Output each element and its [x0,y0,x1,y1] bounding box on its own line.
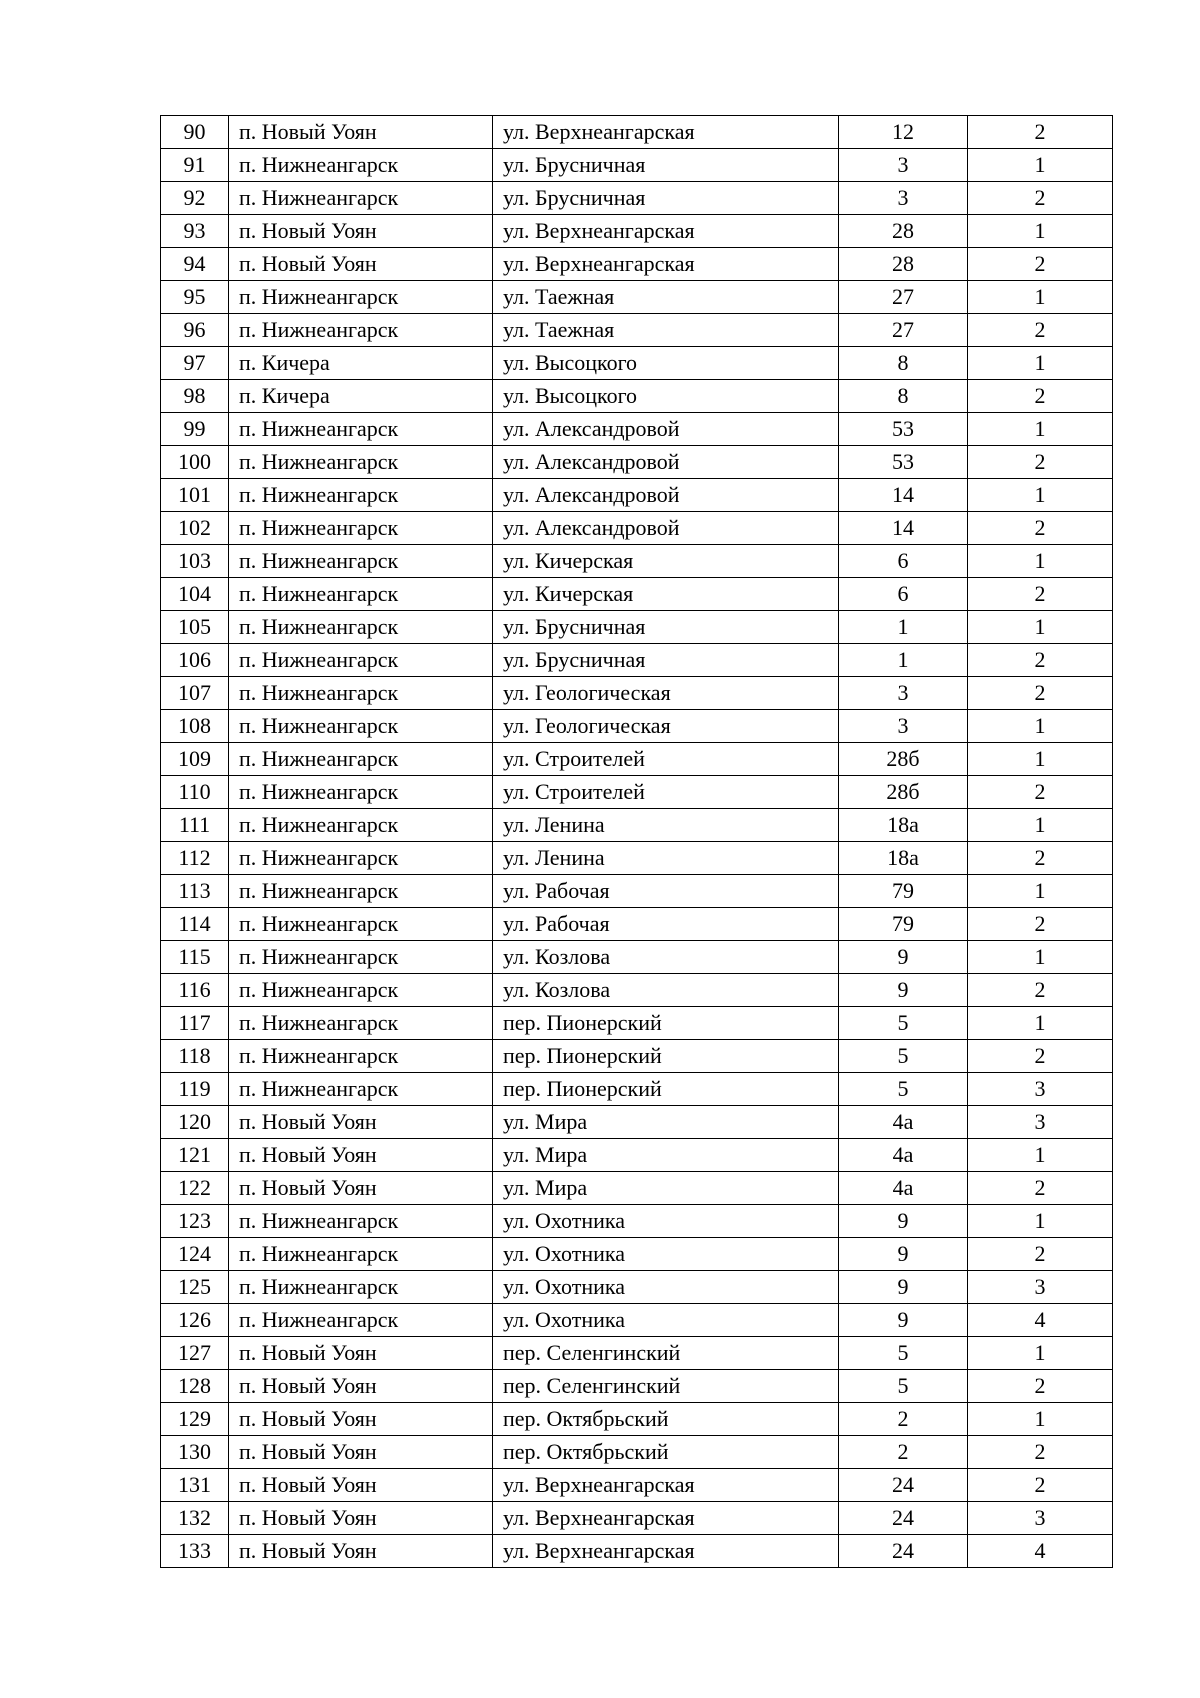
row-number-cell: 132 [161,1502,229,1535]
settlement-cell: п. Нижнеангарск [229,743,493,776]
settlement-cell: п. Новый Уоян [229,215,493,248]
unit-number-cell: 1 [968,215,1113,248]
table-row [161,545,1113,578]
street-cell: ул. Высоцкого [493,347,839,380]
settlement-cell: п. Новый Уоян [229,1172,493,1205]
unit-number-cell: 2 [968,1172,1113,1205]
street-cell: ул. Брусничная [493,644,839,677]
table-row [161,182,1113,215]
house-number-cell: 8 [839,380,968,413]
street-cell: ул. Охотника [493,1238,839,1271]
street-cell: ул. Верхнеангарская [493,1469,839,1502]
settlement-cell: п. Нижнеангарск [229,710,493,743]
street-cell: ул. Таежная [493,281,839,314]
settlement-cell: п. Нижнеангарск [229,578,493,611]
house-number-cell: 4а [839,1139,968,1172]
street-cell: пер. Пионерский [493,1007,839,1040]
street-cell: ул. Александровой [493,479,839,512]
settlement-cell: п. Нижнеангарск [229,182,493,215]
settlement-cell: п. Новый Уоян [229,1370,493,1403]
settlement-cell: п. Нижнеангарск [229,611,493,644]
street-cell: ул. Рабочая [493,908,839,941]
unit-number-cell: 1 [968,611,1113,644]
house-number-cell: 24 [839,1469,968,1502]
street-cell: ул. Козлова [493,974,839,1007]
table-row [161,578,1113,611]
settlement-cell: п. Нижнеангарск [229,1040,493,1073]
street-cell: ул. Геологическая [493,710,839,743]
street-cell: ул. Верхнеангарская [493,215,839,248]
settlement-cell: п. Нижнеангарск [229,1238,493,1271]
unit-number-cell: 1 [968,413,1113,446]
row-number-cell: 90 [161,116,229,149]
street-cell: ул. Брусничная [493,611,839,644]
table-row [161,1073,1113,1106]
row-number-cell: 103 [161,545,229,578]
table-row [161,1238,1113,1271]
house-number-cell: 24 [839,1535,968,1568]
unit-number-cell: 2 [968,842,1113,875]
house-number-cell: 5 [839,1337,968,1370]
row-number-cell: 116 [161,974,229,1007]
street-cell: ул. Охотника [493,1304,839,1337]
table-row [161,215,1113,248]
street-cell: ул. Охотника [493,1205,839,1238]
row-number-cell: 97 [161,347,229,380]
unit-number-cell: 1 [968,1205,1113,1238]
house-number-cell: 9 [839,1271,968,1304]
unit-number-cell: 2 [968,1040,1113,1073]
settlement-cell: п. Нижнеангарск [229,479,493,512]
table-row [161,743,1113,776]
row-number-cell: 102 [161,512,229,545]
settlement-cell: п. Нижнеангарск [229,1007,493,1040]
row-number-cell: 121 [161,1139,229,1172]
street-cell: ул. Охотника [493,1271,839,1304]
settlement-cell: п. Новый Уоян [229,1436,493,1469]
unit-number-cell: 2 [968,182,1113,215]
street-cell: ул. Таежная [493,314,839,347]
street-cell: ул. Мира [493,1172,839,1205]
table-row [161,347,1113,380]
street-cell: пер. Селенгинский [493,1370,839,1403]
house-number-cell: 12 [839,116,968,149]
street-cell: ул. Высоцкого [493,380,839,413]
unit-number-cell: 3 [968,1502,1113,1535]
table-row [161,1271,1113,1304]
row-number-cell: 130 [161,1436,229,1469]
row-number-cell: 96 [161,314,229,347]
address-table [160,115,1113,1568]
row-number-cell: 91 [161,149,229,182]
table-row [161,314,1113,347]
settlement-cell: п. Кичера [229,347,493,380]
settlement-cell: п. Нижнеангарск [229,842,493,875]
street-cell: пер. Пионерский [493,1040,839,1073]
settlement-cell: п. Нижнеангарск [229,314,493,347]
settlement-cell: п. Нижнеангарск [229,446,493,479]
unit-number-cell: 2 [968,1370,1113,1403]
table-body [161,116,1113,1568]
row-number-cell: 125 [161,1271,229,1304]
street-cell: ул. Брусничная [493,149,839,182]
row-number-cell: 114 [161,908,229,941]
house-number-cell: 2 [839,1403,968,1436]
settlement-cell: п. Новый Уоян [229,1502,493,1535]
table-row [161,1139,1113,1172]
house-number-cell: 3 [839,182,968,215]
settlement-cell: п. Кичера [229,380,493,413]
unit-number-cell: 3 [968,1106,1113,1139]
unit-number-cell: 2 [968,578,1113,611]
settlement-cell: п. Нижнеангарск [229,1271,493,1304]
row-number-cell: 129 [161,1403,229,1436]
row-number-cell: 109 [161,743,229,776]
house-number-cell: 28 [839,248,968,281]
unit-number-cell: 1 [968,743,1113,776]
unit-number-cell: 1 [968,1403,1113,1436]
unit-number-cell: 2 [968,776,1113,809]
table-row [161,908,1113,941]
unit-number-cell: 2 [968,677,1113,710]
table-row [161,1370,1113,1403]
unit-number-cell: 1 [968,1337,1113,1370]
settlement-cell: п. Нижнеангарск [229,512,493,545]
house-number-cell: 9 [839,974,968,1007]
row-number-cell: 118 [161,1040,229,1073]
settlement-cell: п. Новый Уоян [229,1469,493,1502]
street-cell: ул. Верхнеангарская [493,116,839,149]
house-number-cell: 4а [839,1106,968,1139]
house-number-cell: 27 [839,281,968,314]
row-number-cell: 98 [161,380,229,413]
house-number-cell: 14 [839,512,968,545]
unit-number-cell: 1 [968,1139,1113,1172]
unit-number-cell: 1 [968,347,1113,380]
settlement-cell: п. Новый Уоян [229,1337,493,1370]
house-number-cell: 6 [839,578,968,611]
row-number-cell: 92 [161,182,229,215]
unit-number-cell: 2 [968,1469,1113,1502]
street-cell: ул. Строителей [493,776,839,809]
house-number-cell: 4а [839,1172,968,1205]
table-row [161,1502,1113,1535]
house-number-cell: 3 [839,149,968,182]
street-cell: пер. Октябрьский [493,1403,839,1436]
house-number-cell: 3 [839,677,968,710]
street-cell: ул. Ленина [493,809,839,842]
row-number-cell: 124 [161,1238,229,1271]
street-cell: ул. Александровой [493,446,839,479]
table-row [161,941,1113,974]
row-number-cell: 117 [161,1007,229,1040]
unit-number-cell: 1 [968,149,1113,182]
house-number-cell: 5 [839,1370,968,1403]
house-number-cell: 28 [839,215,968,248]
house-number-cell: 14 [839,479,968,512]
table-row [161,1337,1113,1370]
settlement-cell: п. Нижнеангарск [229,809,493,842]
table-row [161,1469,1113,1502]
unit-number-cell: 2 [968,1238,1113,1271]
house-number-cell: 18а [839,842,968,875]
row-number-cell: 93 [161,215,229,248]
row-number-cell: 127 [161,1337,229,1370]
table-row [161,809,1113,842]
row-number-cell: 104 [161,578,229,611]
settlement-cell: п. Нижнеангарск [229,974,493,1007]
settlement-cell: п. Нижнеангарск [229,281,493,314]
unit-number-cell: 2 [968,446,1113,479]
unit-number-cell: 2 [968,116,1113,149]
table-row [161,677,1113,710]
street-cell: пер. Пионерский [493,1073,839,1106]
unit-number-cell: 1 [968,479,1113,512]
street-cell: ул. Козлова [493,941,839,974]
settlement-cell: п. Нижнеангарск [229,1205,493,1238]
table-row [161,644,1113,677]
table-row [161,1304,1113,1337]
row-number-cell: 99 [161,413,229,446]
unit-number-cell: 2 [968,380,1113,413]
street-cell: ул. Верхнеангарская [493,248,839,281]
row-number-cell: 105 [161,611,229,644]
unit-number-cell: 3 [968,1073,1113,1106]
row-number-cell: 126 [161,1304,229,1337]
street-cell: ул. Рабочая [493,875,839,908]
settlement-cell: п. Нижнеангарск [229,875,493,908]
street-cell: ул. Геологическая [493,677,839,710]
unit-number-cell: 4 [968,1304,1113,1337]
settlement-cell: п. Нижнеангарск [229,941,493,974]
house-number-cell: 53 [839,446,968,479]
unit-number-cell: 1 [968,941,1113,974]
table-row [161,1007,1113,1040]
street-cell: ул. Кичерская [493,578,839,611]
row-number-cell: 112 [161,842,229,875]
house-number-cell: 6 [839,545,968,578]
street-cell: ул. Ленина [493,842,839,875]
row-number-cell: 128 [161,1370,229,1403]
house-number-cell: 3 [839,710,968,743]
house-number-cell: 28б [839,776,968,809]
table-row [161,842,1113,875]
row-number-cell: 95 [161,281,229,314]
unit-number-cell: 2 [968,248,1113,281]
row-number-cell: 111 [161,809,229,842]
table-row [161,1106,1113,1139]
settlement-cell: п. Нижнеангарск [229,545,493,578]
street-cell: ул. Верхнеангарская [493,1502,839,1535]
street-cell: ул. Верхнеангарская [493,1535,839,1568]
row-number-cell: 100 [161,446,229,479]
unit-number-cell: 3 [968,1271,1113,1304]
row-number-cell: 133 [161,1535,229,1568]
house-number-cell: 1 [839,611,968,644]
table-row [161,248,1113,281]
house-number-cell: 5 [839,1073,968,1106]
table-row [161,413,1113,446]
unit-number-cell: 4 [968,1535,1113,1568]
settlement-cell: п. Новый Уоян [229,1535,493,1568]
settlement-cell: п. Нижнеангарск [229,677,493,710]
table-row [161,116,1113,149]
house-number-cell: 27 [839,314,968,347]
settlement-cell: п. Нижнеангарск [229,644,493,677]
house-number-cell: 24 [839,1502,968,1535]
street-cell: ул. Мира [493,1139,839,1172]
unit-number-cell: 2 [968,314,1113,347]
house-number-cell: 9 [839,1238,968,1271]
unit-number-cell: 2 [968,974,1113,1007]
row-number-cell: 107 [161,677,229,710]
street-cell: пер. Селенгинский [493,1337,839,1370]
table-row [161,611,1113,644]
row-number-cell: 110 [161,776,229,809]
row-number-cell: 120 [161,1106,229,1139]
row-number-cell: 122 [161,1172,229,1205]
street-cell: ул. Кичерская [493,545,839,578]
house-number-cell: 9 [839,1304,968,1337]
table-row [161,512,1113,545]
unit-number-cell: 1 [968,875,1113,908]
house-number-cell: 1 [839,644,968,677]
settlement-cell: п. Нижнеангарск [229,776,493,809]
unit-number-cell: 1 [968,809,1113,842]
row-number-cell: 94 [161,248,229,281]
row-number-cell: 119 [161,1073,229,1106]
house-number-cell: 79 [839,875,968,908]
house-number-cell: 5 [839,1040,968,1073]
house-number-cell: 9 [839,1205,968,1238]
unit-number-cell: 2 [968,908,1113,941]
settlement-cell: п. Нижнеангарск [229,413,493,446]
row-number-cell: 106 [161,644,229,677]
street-cell: ул. Строителей [493,743,839,776]
street-cell: ул. Мира [493,1106,839,1139]
row-number-cell: 108 [161,710,229,743]
table-row [161,479,1113,512]
row-number-cell: 123 [161,1205,229,1238]
street-cell: ул. Александровой [493,512,839,545]
table-row [161,776,1113,809]
settlement-cell: п. Новый Уоян [229,1139,493,1172]
table-row [161,1040,1113,1073]
row-number-cell: 101 [161,479,229,512]
table-row [161,1535,1113,1568]
house-number-cell: 18а [839,809,968,842]
unit-number-cell: 1 [968,710,1113,743]
table-row [161,380,1113,413]
row-number-cell: 131 [161,1469,229,1502]
street-cell: ул. Александровой [493,413,839,446]
settlement-cell: п. Новый Уоян [229,1106,493,1139]
table-row [161,446,1113,479]
settlement-cell: п. Новый Уоян [229,116,493,149]
settlement-cell: п. Нижнеангарск [229,149,493,182]
table-row [161,1436,1113,1469]
house-number-cell: 53 [839,413,968,446]
table-row [161,149,1113,182]
house-number-cell: 79 [839,908,968,941]
row-number-cell: 113 [161,875,229,908]
settlement-cell: п. Новый Уоян [229,248,493,281]
street-cell: ул. Брусничная [493,182,839,215]
table-row [161,710,1113,743]
table-row [161,281,1113,314]
table-row [161,1172,1113,1205]
table-row [161,875,1113,908]
table-row [161,1403,1113,1436]
house-number-cell: 5 [839,1007,968,1040]
row-number-cell: 115 [161,941,229,974]
house-number-cell: 2 [839,1436,968,1469]
settlement-cell: п. Нижнеангарск [229,1073,493,1106]
unit-number-cell: 2 [968,644,1113,677]
table-row [161,974,1113,1007]
settlement-cell: п. Нижнеангарск [229,1304,493,1337]
unit-number-cell: 2 [968,1436,1113,1469]
house-number-cell: 9 [839,941,968,974]
house-number-cell: 28б [839,743,968,776]
unit-number-cell: 1 [968,1007,1113,1040]
street-cell: пер. Октябрьский [493,1436,839,1469]
settlement-cell: п. Новый Уоян [229,1403,493,1436]
house-number-cell: 8 [839,347,968,380]
unit-number-cell: 2 [968,512,1113,545]
table-row [161,1205,1113,1238]
unit-number-cell: 1 [968,281,1113,314]
unit-number-cell: 1 [968,545,1113,578]
settlement-cell: п. Нижнеангарск [229,908,493,941]
